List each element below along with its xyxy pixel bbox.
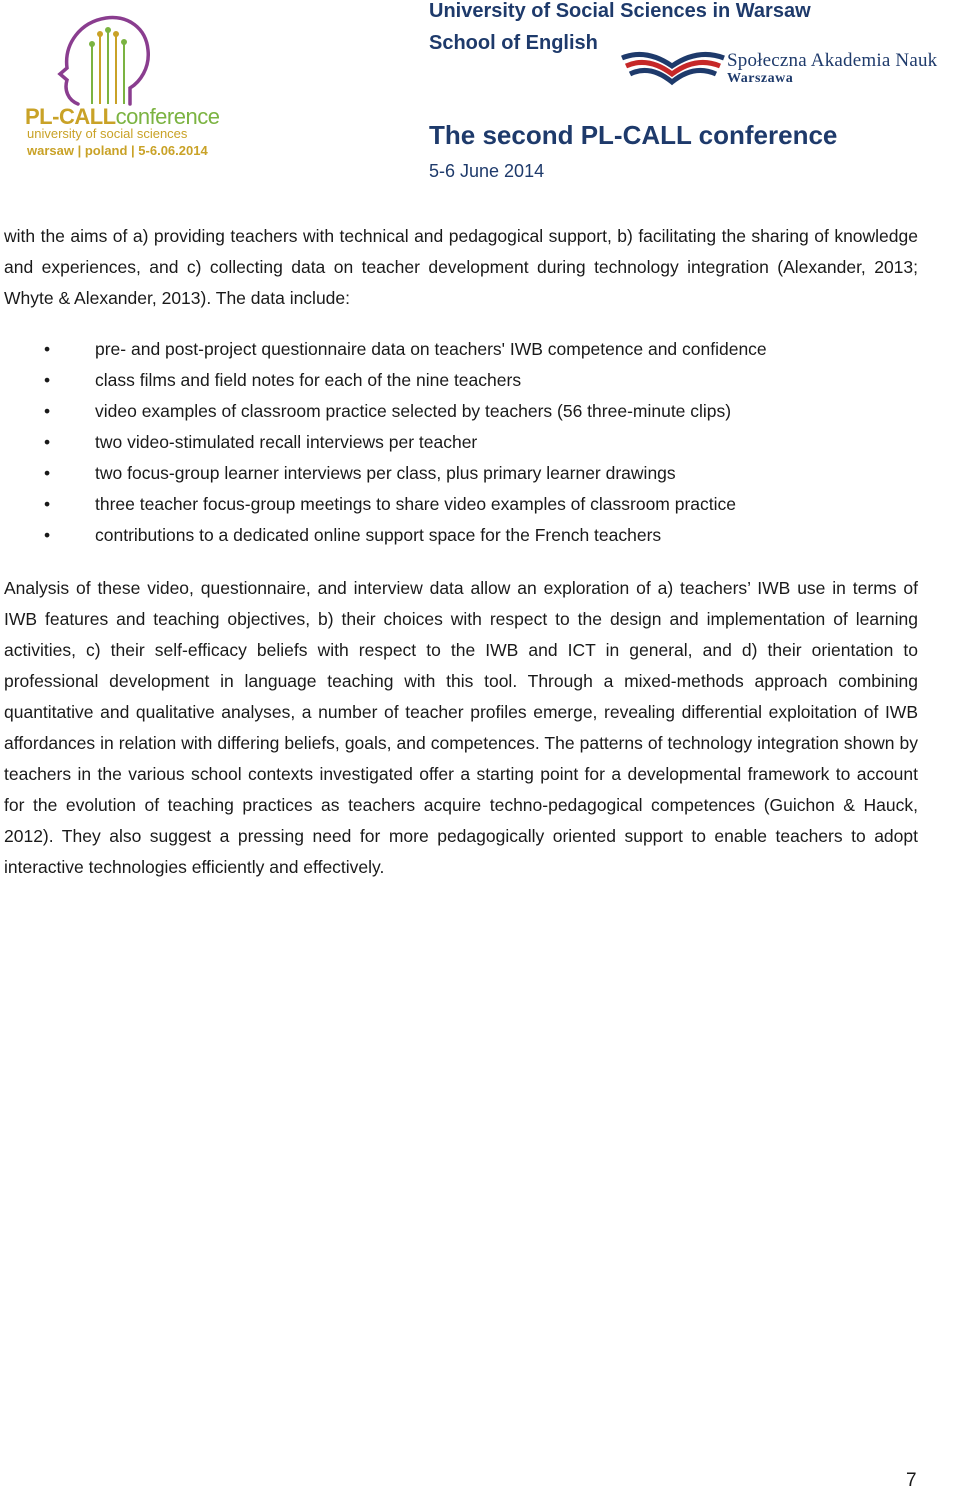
analysis-paragraph: Analysis of these video, questionnaire, and interview data allow an exploration of a) teachers’ IWB use in terms of IWB features and teaching objectives, b) their choices with respect to the design and implementation of learning activities, c) their self-efficacy beliefs with respect to the IWB and ICT in general, and d) their orientation to professional development in language teaching with this tool. Through a mixed-methods approach combining quantitative and qualitative analyses, a number of teacher profiles emerge, revealing differential exploitation of IWB affordances in relation with differing beliefs, goals, and competences. The patterns of technology integration shown by teachers in the various school contexts investigated offer a starting point for a developmental framework to account for the evolution of teaching practices as teachers acquire techno-pedagogical competences (Guichon & Hauck, 2012). They also suggest a pressing need for more pedagogically oriented support to enable teachers to adopt interactive technologies efficiently and effectively. [4, 578, 918, 877]
bullet-icon: • [44, 463, 51, 483]
list-item: • pre- and post-project questionnaire data on teachers' IWB competence and confidence [0, 334, 767, 365]
university-name: University of Social Sciences in Warsaw [429, 0, 811, 22]
institution-city: Warszawa [727, 71, 794, 86]
bullet-icon: • [44, 525, 51, 545]
bullet-icon: • [44, 432, 51, 452]
conference-date: 5-6 June 2014 [429, 161, 545, 181]
conference-title: The second PL-CALL conference [429, 120, 838, 150]
logo-subtitle: university of social sciences [27, 126, 188, 141]
bullet-icon: • [44, 401, 51, 421]
list-item: • contributions to a dedicated online support space for the French teachers [0, 520, 767, 551]
list-item: • class films and field notes for each of the nine teachers [0, 365, 767, 396]
list-item: • three teacher focus-group meetings to share video examples of classroom practice [0, 489, 767, 520]
institution-name: Społeczna Akademia Nauk [727, 50, 938, 71]
list-item: • two focus-group learner interviews per class, plus primary learner drawings [0, 458, 767, 489]
list-item: • two video-stimulated recall interviews per teacher [0, 427, 767, 458]
logo-date: warsaw | poland | 5-6.06.2014 [27, 143, 208, 158]
bullet-icon: • [44, 339, 51, 359]
page-number: 7 [906, 1470, 917, 1491]
bullet-icon: • [44, 494, 51, 514]
open-book-icon [618, 44, 728, 94]
logo-title: PL-CALLconference [25, 104, 220, 129]
school-name: School of English [429, 32, 598, 54]
bullet-icon: • [44, 370, 51, 390]
data-list [0, 334, 767, 551]
intro-paragraph: with the aims of a) providing teachers with technical and pedagogical support, b) facilitating the sharing of knowledge and experiences, and c) collecting data on teacher development during technology integration (Alexander, 2013; Whyte & Alexander, 2013). The data include: [4, 226, 918, 308]
list-item: • video examples of classroom practice selected by teachers (56 three-minute clips) [0, 396, 767, 427]
